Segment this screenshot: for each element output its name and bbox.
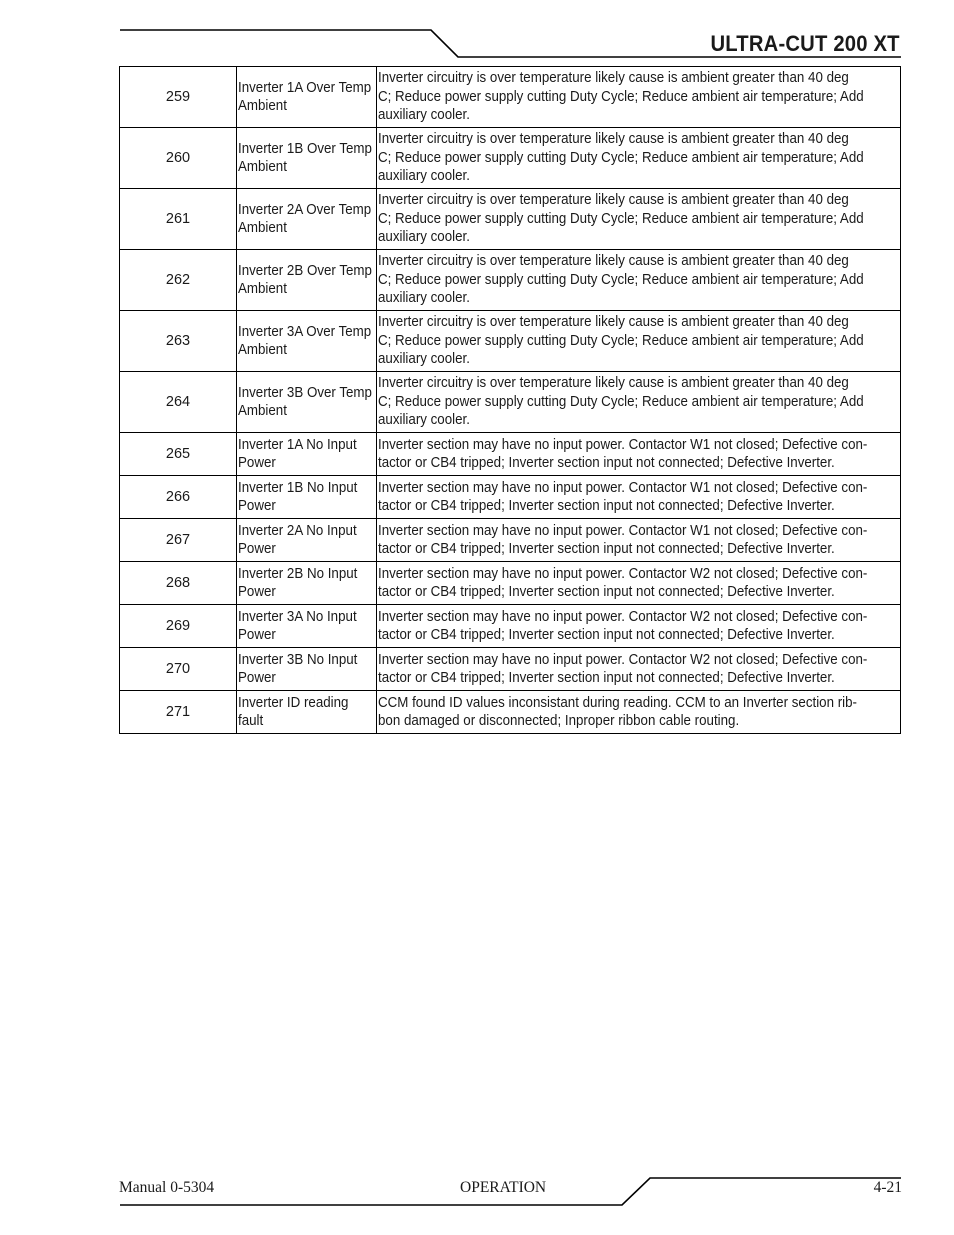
- error-code: 262: [120, 250, 237, 311]
- section-name: OPERATION: [460, 1179, 547, 1196]
- table-row: [120, 433, 901, 476]
- error-description: Inverter section may have no input power. Contactor W2 not closed; Defective con- tactor or CB4 tripped; Inverter section input not connected; Defective Inverter.: [377, 605, 901, 648]
- error-code: 269: [120, 605, 237, 648]
- table-row: [120, 372, 901, 433]
- error-name: Inverter 1B No Input Power: [237, 476, 377, 519]
- error-description: Inverter circuitry is over temperature likely cause is ambient greater than 40 deg C; Reduce power supply cutting Duty Cycle; Reduce ambient air temperature; Add auxiliary cooler.: [377, 67, 901, 128]
- error-description: Inverter circuitry is over temperature likely cause is ambient greater than 40 deg C; Reduce power supply cutting Duty Cycle; Reduce ambient air temperature; Add auxiliary cooler.: [377, 189, 901, 250]
- error-code: 270: [120, 648, 237, 691]
- error-name: Inverter 3A Over Temp Ambient: [237, 311, 377, 372]
- error-description: CCM found ID values inconsistant during reading. CCM to an Inverter section rib- bon damaged or disconnected; Inproper ribbon cable routing.: [377, 691, 901, 734]
- error-description: Inverter section may have no input power. Contactor W1 not closed; Defective con- tactor or CB4 tripped; Inverter section input not connected; Defective Inverter.: [377, 476, 901, 519]
- table-row: [120, 250, 901, 311]
- error-code: 267: [120, 519, 237, 562]
- error-name: Inverter 3B No Input Power: [237, 648, 377, 691]
- error-description: Inverter circuitry is over temperature likely cause is ambient greater than 40 deg C; Reduce power supply cutting Duty Cycle; Reduce ambient air temperature; Add auxiliary cooler.: [377, 372, 901, 433]
- error-description: Inverter section may have no input power. Contactor W1 not closed; Defective con- tactor or CB4 tripped; Inverter section input not connected; Defective Inverter.: [377, 519, 901, 562]
- table-row: [120, 605, 901, 648]
- error-description: Inverter section may have no input power. Contactor W1 not closed; Defective con- tactor or CB4 tripped; Inverter section input not connected; Defective Inverter.: [377, 433, 901, 476]
- error-description: Inverter section may have no input power. Contactor W2 not closed; Defective con- tactor or CB4 tripped; Inverter section input not connected; Defective Inverter.: [377, 648, 901, 691]
- error-description: Inverter section may have no input power. Contactor W2 not closed; Defective con- tactor or CB4 tripped; Inverter section input not connected; Defective Inverter.: [377, 562, 901, 605]
- error-name: Inverter 1B Over Temp Ambient: [237, 128, 377, 189]
- error-code: 271: [120, 691, 237, 734]
- error-name: Inverter 1A No Input Power: [237, 433, 377, 476]
- error-description: Inverter circuitry is over temperature likely cause is ambient greater than 40 deg C; Reduce power supply cutting Duty Cycle; Reduce ambient air temperature; Add auxiliary cooler.: [377, 250, 901, 311]
- error-code: 265: [120, 433, 237, 476]
- table-row: [120, 691, 901, 734]
- table-row: [120, 189, 901, 250]
- table-row: [120, 562, 901, 605]
- manual-number: Manual 0-5304: [119, 1179, 215, 1196]
- error-name: Inverter 1A Over Temp Ambient: [237, 67, 377, 128]
- error-code-table: [119, 66, 901, 734]
- table-row: [120, 67, 901, 128]
- error-code: 266: [120, 476, 237, 519]
- table-row: [120, 311, 901, 372]
- error-name: Inverter 3A No Input Power: [237, 605, 377, 648]
- error-name: Inverter ID reading fault: [237, 691, 377, 734]
- error-name: Inverter 2B Over Temp Ambient: [237, 250, 377, 311]
- error-code: 260: [120, 128, 237, 189]
- error-code: 264: [120, 372, 237, 433]
- table-row: [120, 648, 901, 691]
- error-name: Inverter 3B Over Temp Ambient: [237, 372, 377, 433]
- error-code: 261: [120, 189, 237, 250]
- error-code: 259: [120, 67, 237, 128]
- error-description: Inverter circuitry is over temperature likely cause is ambient greater than 40 deg C; Reduce power supply cutting Duty Cycle; Reduce ambient air temperature; Add auxiliary cooler.: [377, 128, 901, 189]
- error-code: 263: [120, 311, 237, 372]
- error-description: Inverter circuitry is over temperature likely cause is ambient greater than 40 deg C; Reduce power supply cutting Duty Cycle; Reduce ambient air temperature; Add auxiliary cooler.: [377, 311, 901, 372]
- error-name: Inverter 2B No Input Power: [237, 562, 377, 605]
- page-title: ULTRA-CUT 200 XT: [710, 31, 900, 56]
- table-row: [120, 128, 901, 189]
- table-row: [120, 476, 901, 519]
- error-name: Inverter 2A No Input Power: [237, 519, 377, 562]
- table-row: [120, 519, 901, 562]
- page-number: 4-21: [873, 1179, 902, 1196]
- error-code: 268: [120, 562, 237, 605]
- error-name: Inverter 2A Over Temp Ambient: [237, 189, 377, 250]
